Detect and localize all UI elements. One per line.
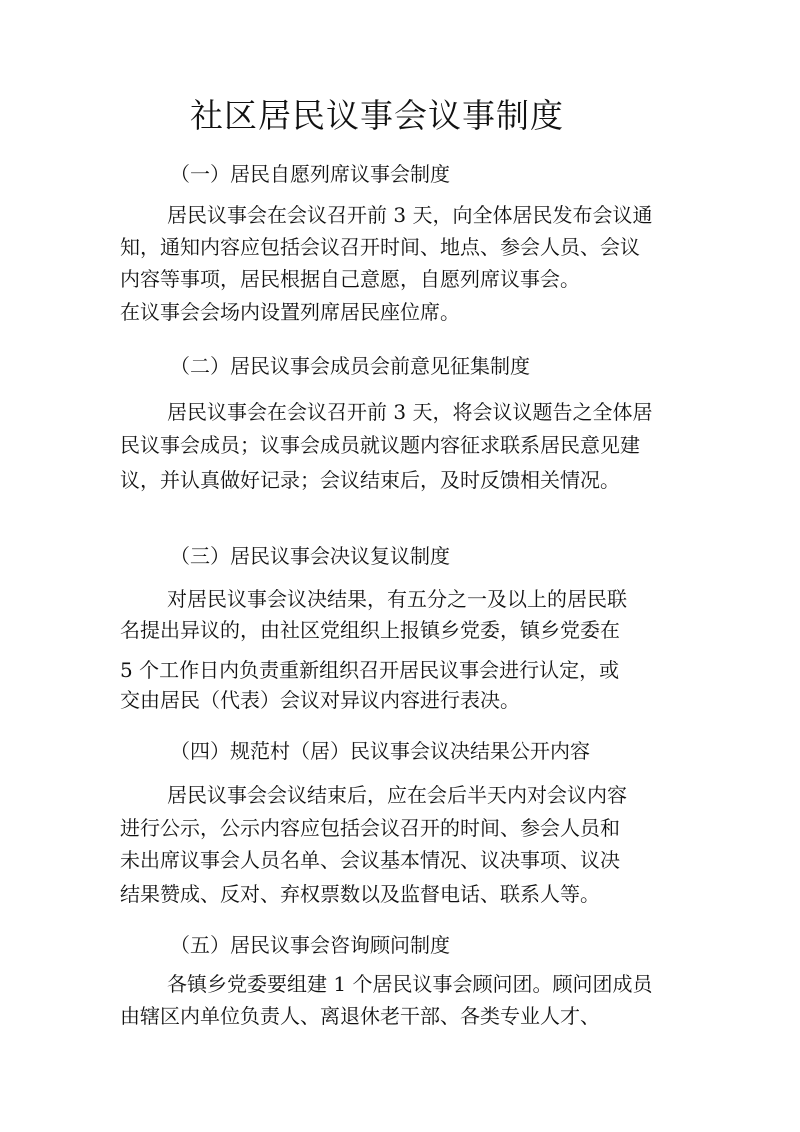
section-heading-5: （五）居民议事会咨询顾问制度 — [170, 933, 450, 957]
paragraph-line: 民议事会成员；议事会成员就议题内容征求联系居民意见建 — [120, 433, 640, 457]
paragraph-line: 各镇乡党委要组建 1 个居民议事会顾问团。顾问团成员 — [167, 972, 653, 996]
paragraph-line: 议，并认真做好记录；会议结束后，及时反馈相关情况。 — [120, 468, 620, 492]
paragraph-line: 对居民议事会议决结果，有五分之一及以上的居民联 — [167, 587, 627, 611]
paragraph-line: 5 个工作日内负责重新组织召开居民议事会进行认定，或 — [120, 658, 620, 682]
paragraph-line: 进行公示，公示内容应包括会议召开的时间、参会人员和 — [120, 816, 620, 840]
paragraph-line: 居民议事会会议结束后，应在会后半天内对会议内容 — [167, 783, 627, 807]
paragraph-line: 居民议事会在会议召开前 3 天，将会议议题告之全体居 — [167, 400, 653, 424]
paragraph-line: 交由居民（代表）会议对异议内容进行表决。 — [120, 688, 520, 712]
section-heading-4: （四）规范村（居）民议事会议决结果公开内容 — [170, 739, 590, 763]
section-heading-3: （三）居民议事会决议复议制度 — [170, 544, 450, 568]
paragraph-line: 由辖区内单位负责人、离退休老干部、各类专业人才、 — [120, 1004, 600, 1028]
section-heading-1: （一）居民自愿列席议事会制度 — [170, 162, 450, 186]
paragraph-line: 在议事会会场内设置列席居民座位席。 — [120, 300, 460, 324]
paragraph-line: 内容等事项，居民根据自己意愿，自愿列席议事会。 — [120, 267, 580, 291]
section-heading-2: （二）居民议事会成员会前意见征集制度 — [170, 354, 530, 378]
paragraph-line: 名提出异议的，由社区党组织上报镇乡党委，镇乡党委在 — [120, 618, 620, 642]
paragraph-line: 知，通知内容应包括会议召开时间、地点、参会人员、会议 — [120, 235, 640, 259]
paragraph-line: 结果赞成、反对、弃权票数以及监督电话、联系人等。 — [120, 882, 600, 906]
document-title: 社区居民议事会议事制度 — [190, 96, 564, 135]
paragraph-line: 未出席议事会人员名单、会议基本情况、议决事项、议决 — [120, 848, 620, 872]
paragraph-line: 居民议事会在会议召开前 3 天，向全体居民发布会议通 — [167, 203, 653, 227]
